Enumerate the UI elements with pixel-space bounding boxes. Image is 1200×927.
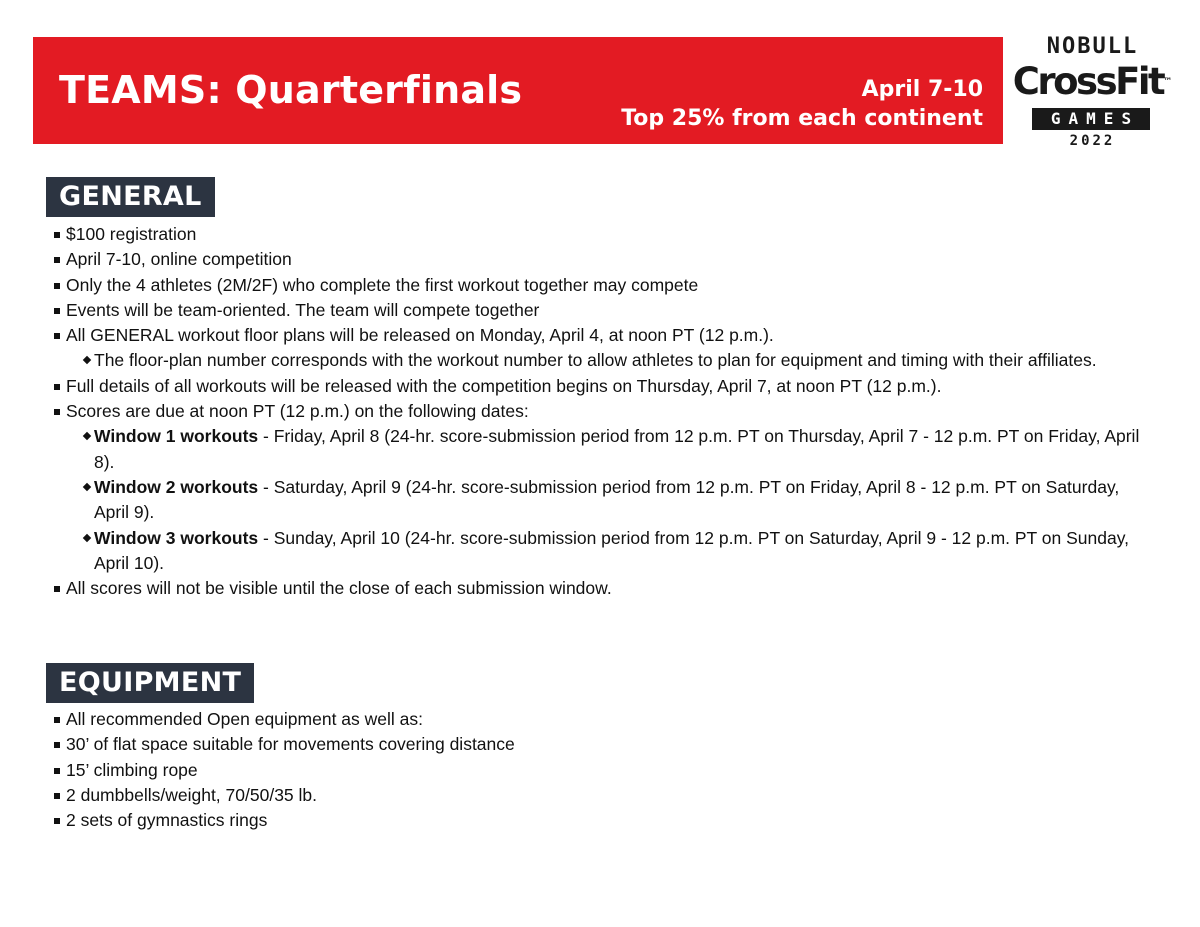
square-bullet-icon [54,742,60,748]
diamond-bullet-icon [83,432,91,440]
list-item: 2 sets of gymnastics rings [54,808,1154,833]
diamond-bullet-icon [83,533,91,541]
logo-games-bar: GAMES [1032,108,1150,130]
square-bullet-icon [54,793,60,799]
banner-info [621,75,983,133]
event-dates: April 7-10 [861,77,983,102]
square-bullet-icon [54,232,60,238]
square-bullet-icon [54,717,60,723]
page-title: TEAMS: Quarterfinals [59,68,523,112]
window-label: Window 1 workouts [94,426,259,447]
list-item: All GENERAL workout floor plans will be released on Monday, April 4, at noon PT (12 p.m.). [54,323,1154,348]
list-item: April 7-10, online competition [54,247,1154,272]
section-header-equipment: EQUIPMENT [46,663,254,703]
list-item: All scores will not be visible until the close of each submission window. [54,576,1154,601]
window-label: Window 2 workouts [94,476,259,497]
square-bullet-icon [54,333,60,339]
list-item: 15’ climbing rope [54,758,1154,783]
logo-sponsor: NOBULL [1046,34,1139,59]
list-item: 30’ of flat space suitable for movements covering distance [54,732,1154,757]
qualifier-note: Top 25% from each continent [621,106,983,131]
list-item: 2 dumbbells/weight, 70/50/35 lb. [54,783,1154,808]
square-bullet-icon [54,818,60,824]
list-item: Events will be team-oriented. The team will compete together [54,298,1154,323]
crossfit-games-logo [1010,32,1175,150]
square-bullet-icon [54,308,60,314]
square-bullet-icon [54,384,60,390]
square-bullet-icon [54,768,60,774]
sub-list-item: The floor-plan number corresponds with the workout number to allow athletes to plan for equipment and timing with their affiliates. [54,348,1154,373]
title-banner [33,37,1003,144]
list-item: Scores are due at noon PT (12 p.m.) on the following dates: [54,399,1154,424]
general-list [54,222,1154,601]
window-label: Window 3 workouts [94,527,259,548]
list-item: Only the 4 athletes (2M/2F) who complete the first workout together may compete [54,273,1154,298]
sub-list-item: Window 2 workouts - Saturday, April 9 (24-hr. score-submission period from 12 p.m. PT on Friday, April 8 - 12 p.m. PT on Saturday, April 9). [54,475,1154,526]
square-bullet-icon [54,586,60,592]
square-bullet-icon [54,409,60,415]
sub-list-item: Window 1 workouts - Friday, April 8 (24-hr. score-submission period from 12 p.m. PT on Thursday, April 7 - 12 p.m. PT on Friday, April 8). [54,424,1154,475]
list-item: Full details of all workouts will be released with the competition begins on Thursday, April 7, at noon PT (12 p.m.). [54,374,1154,399]
logo-wordmark: CrossFit™ [1012,60,1173,103]
section-header-general: GENERAL [46,177,215,217]
square-bullet-icon [54,257,60,263]
list-item: $100 registration [54,222,1154,247]
list-item: All recommended Open equipment as well as: [54,707,1154,732]
diamond-bullet-icon [83,356,91,364]
diamond-bullet-icon [83,483,91,491]
logo-year: 2022 [1069,133,1116,149]
equipment-list [54,707,1154,833]
sub-list-item: Window 3 workouts - Sunday, April 10 (24-hr. score-submission period from 12 p.m. PT on Saturday, April 9 - 12 p.m. PT on Sunday, April 10). [54,526,1154,577]
square-bullet-icon [54,283,60,289]
